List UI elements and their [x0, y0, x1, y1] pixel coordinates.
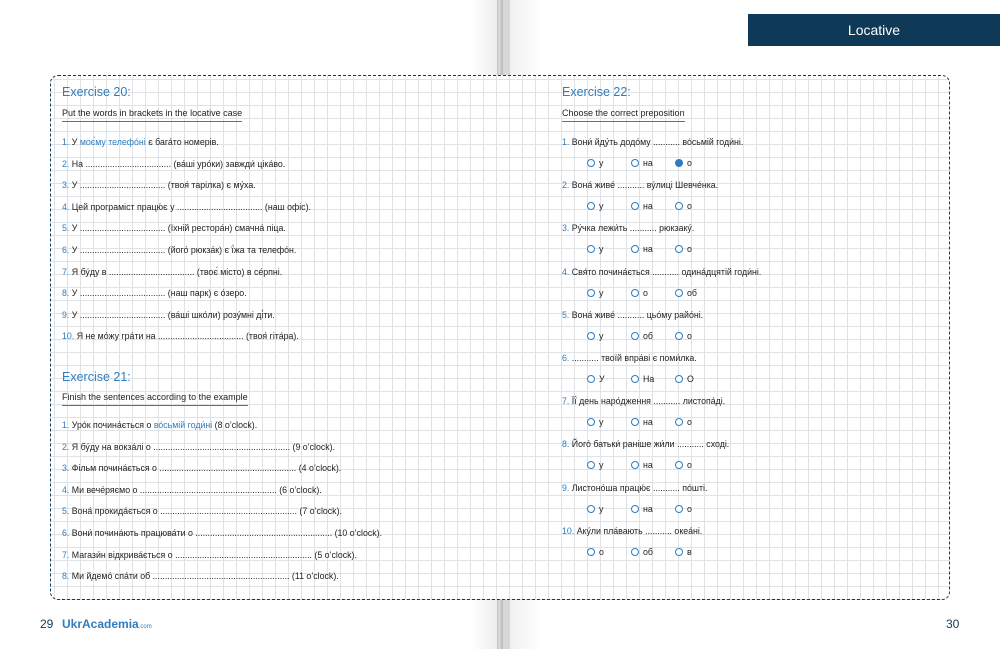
item-number: 8.: [562, 439, 572, 450]
option-label: у: [599, 244, 604, 255]
exercise-22-instructions: Choose the correct preposition: [562, 108, 685, 122]
item-number: 7.: [62, 549, 72, 560]
radio-button[interactable]: [675, 202, 683, 210]
radio-button[interactable]: [675, 418, 683, 426]
item-text: Фільм почина́ється о ........................................................ (4 o’clock).: [71, 463, 342, 474]
item-number: 9.: [62, 309, 72, 320]
item-text: У ................................... (наш парк) є о́зеро.: [71, 288, 247, 299]
option-label: на: [643, 460, 653, 471]
option-label: О: [687, 374, 694, 384]
page-number-left: 29: [40, 617, 54, 631]
item-text: Вона́ прокида́ється о ........................................................ (7 o’clock).: [71, 506, 342, 517]
radio-button[interactable]: [587, 505, 595, 513]
item-text: У ................................... (ва́ші шко́ли) розу́мні ді́ти.: [71, 309, 275, 320]
radio-button[interactable]: [587, 375, 595, 383]
ex20-item: [62, 223, 286, 233]
radio-button[interactable]: [631, 418, 639, 426]
item-text: Вони́ йду́ть додо́му ........... во́сьмій годи́ні.: [571, 137, 744, 147]
radio-button[interactable]: [587, 332, 595, 340]
exercise-21-title: Exercise 21:: [62, 370, 131, 384]
radio-button[interactable]: [631, 548, 639, 556]
option-о[interactable]: [675, 158, 692, 168]
item-text: У ................................... (твоя́ тарілка) є му́ха.: [71, 180, 256, 191]
radio-button[interactable]: [675, 375, 683, 383]
radio-button[interactable]: [631, 505, 639, 513]
radio-button[interactable]: [587, 245, 595, 253]
ex21-item: [62, 463, 341, 473]
radio-button[interactable]: [587, 461, 595, 469]
item-number: 2.: [62, 441, 72, 452]
item-number: 1.: [62, 420, 72, 430]
radio-button[interactable]: [675, 505, 683, 513]
item-number: 7.: [562, 396, 572, 407]
brand-name: UkrAcademia: [62, 617, 139, 631]
option-о[interactable]: [631, 288, 648, 298]
item-number: 3.: [62, 463, 72, 474]
ex22-item: [562, 180, 718, 190]
item-number: 1.: [62, 137, 72, 147]
ex20-item: [62, 180, 256, 190]
option-label: о: [687, 417, 692, 428]
item-number: 4.: [562, 266, 572, 277]
option-о[interactable]: [675, 331, 692, 341]
brand-logo: [62, 617, 152, 631]
ex21-item: [62, 442, 335, 452]
item-text: Я бу́ду на вокза́лі о ........................................................ (9 o’clock).: [71, 441, 336, 452]
radio-button[interactable]: [675, 245, 683, 253]
option-о[interactable]: [675, 460, 692, 470]
item-number: 5.: [62, 223, 72, 234]
ex20-item: [62, 202, 311, 212]
item-number: 5.: [562, 309, 572, 320]
option-label: на: [643, 201, 653, 212]
item-number: 5.: [62, 506, 72, 517]
option-label: у: [599, 503, 604, 514]
option-label: у: [599, 460, 604, 471]
option-о[interactable]: [675, 201, 692, 211]
option-label: о: [687, 201, 692, 212]
item-text: У ................................... (його́ рюкза́к) є ї́жа та телефо́н.: [71, 245, 297, 255]
radio-button[interactable]: [587, 418, 595, 426]
item-text: Її́ день наро́дження ........... листопа́ді.: [571, 396, 726, 407]
ex20-item: [62, 267, 282, 277]
example-answer: моє́му телефо́ні: [79, 137, 146, 147]
ex20-item: [62, 310, 275, 320]
option-у[interactable]: [587, 201, 603, 211]
item-number: 6.: [62, 528, 72, 538]
radio-button[interactable]: [631, 289, 639, 297]
item-text: Ру́чка лежи́ть ........... рюкзаку́.: [571, 223, 695, 234]
item-number: 4.: [62, 484, 72, 495]
option-label: на: [643, 503, 653, 514]
option-label: о: [687, 330, 692, 341]
radio-button[interactable]: [631, 245, 639, 253]
option-у[interactable]: [587, 288, 603, 298]
option-label: у: [599, 330, 604, 341]
ex22-item: [562, 137, 743, 147]
option-о[interactable]: [587, 547, 604, 557]
radio-button[interactable]: [631, 332, 639, 340]
option-об[interactable]: [631, 331, 653, 341]
option-label: о: [687, 244, 692, 255]
ex21-item: [62, 506, 342, 516]
option-label: о: [687, 503, 692, 514]
option-у[interactable]: [587, 504, 603, 514]
option-label: об: [643, 330, 653, 341]
item-number: 6.: [62, 245, 72, 255]
ex20-item: [62, 159, 285, 169]
option-label: у: [599, 158, 604, 168]
item-text: Ми йдемо́ спа́ти об ........................................................ (11 o’clock).: [71, 571, 339, 582]
option-у[interactable]: [587, 331, 603, 341]
option-label: у: [599, 201, 604, 212]
ex22-item: [562, 396, 725, 406]
option-У[interactable]: [587, 374, 605, 384]
option-label: на: [643, 244, 653, 255]
option-у[interactable]: [587, 244, 603, 254]
item-number: 1.: [562, 137, 572, 147]
item-text: Магази́н відкрива́ється о ........................................................ (5 o’clock).: [71, 549, 357, 560]
option-об[interactable]: [631, 547, 653, 557]
item-text: Цей програміст працю́є у ................................... (наш офіс).: [71, 201, 311, 212]
ex20-item: [62, 137, 219, 147]
item-text: Аку́ли пла́вають ........... океа́ні.: [576, 525, 703, 536]
option-на[interactable]: [631, 504, 653, 514]
ex21-item: [62, 550, 357, 560]
radio-button[interactable]: [675, 289, 683, 297]
option-label: об: [643, 546, 653, 557]
option-label: в: [687, 546, 692, 557]
item-text-end: є бага́то номерів.: [145, 137, 219, 147]
item-text: Його́ батьки́ раніше жи́ли ........... сході.: [571, 439, 730, 450]
ex21-item: [62, 420, 257, 430]
item-text: Ми вече́ряємо о ........................................................ (6 o’clock).: [71, 484, 322, 495]
option-label: о: [643, 287, 648, 298]
ex21-item: [62, 528, 382, 538]
ex22-item: [562, 223, 694, 233]
ex22-item: [562, 439, 729, 449]
option-label: На: [643, 374, 655, 384]
item-text: Вона́ живе́ ........... цьо́му райо́ні.: [571, 309, 704, 320]
item-number: 10.: [62, 331, 77, 342]
example-answer: во́сьмій годи́ні: [153, 420, 213, 430]
item-number: 7.: [62, 266, 72, 277]
option-label: У: [599, 374, 605, 384]
radio-button[interactable]: [675, 461, 683, 469]
option-на[interactable]: [631, 158, 653, 168]
item-number: 2.: [62, 158, 72, 169]
option-label: о: [687, 158, 692, 168]
radio-button[interactable]: [587, 548, 595, 556]
exercise-21-instructions: Finish the sentences according to the example: [62, 392, 248, 406]
item-text: Вони́ почина́ють працюва́ти о ........................................................ (10 o’clock).: [71, 528, 383, 538]
item-number: 6.: [562, 353, 572, 363]
exercise-20-instructions: Put the words in brackets in the locative case: [62, 108, 242, 122]
brand-tld: .com: [138, 624, 152, 630]
option-о[interactable]: [675, 244, 692, 254]
radio-button[interactable]: [631, 375, 639, 383]
radio-button[interactable]: [631, 159, 639, 167]
item-text: У ................................... (їхній рестора́н) смачна́ піца.: [71, 223, 286, 234]
radio-button[interactable]: [587, 159, 595, 167]
item-text-end: (8 o’clock).: [212, 420, 258, 430]
ex20-item: [62, 331, 299, 341]
option-label: о: [599, 546, 604, 557]
item-text: Свя́то почина́ється ........... одина́дцятій годи́ні.: [571, 266, 762, 277]
option-label: у: [599, 417, 604, 428]
ex21-item: [62, 485, 322, 495]
option-label: на: [643, 417, 653, 428]
exercise-22-title: Exercise 22:: [562, 85, 631, 99]
option-на[interactable]: [631, 201, 653, 211]
item-text: Листоно́ша працю́є ........... по́шті.: [571, 482, 708, 493]
section-header-tab: Locative: [748, 14, 1000, 46]
option-label: у: [599, 287, 604, 298]
option-у[interactable]: [587, 460, 603, 470]
item-text: Уро́к почина́ється о: [71, 420, 154, 430]
option-у[interactable]: [587, 158, 603, 168]
radio-button[interactable]: [587, 202, 595, 210]
radio-button[interactable]: [675, 159, 683, 167]
item-number: 2.: [562, 180, 572, 191]
ex20-item: [62, 245, 296, 255]
option-О[interactable]: [675, 374, 694, 384]
radio-button[interactable]: [631, 461, 639, 469]
radio-button[interactable]: [675, 332, 683, 340]
ex20-item: [62, 288, 247, 298]
option-label: о: [687, 460, 692, 471]
page-number-right: 30: [946, 617, 960, 631]
ex22-item: [562, 267, 761, 277]
option-На[interactable]: [631, 374, 654, 384]
item-number: 10.: [562, 525, 577, 536]
item-text: ........... твоїй впра́ві є поми́лка.: [571, 353, 697, 363]
ex22-item: [562, 353, 697, 363]
option-label: об: [687, 287, 697, 298]
option-на[interactable]: [631, 244, 653, 254]
option-у[interactable]: [587, 417, 603, 427]
item-number: 8.: [62, 288, 72, 299]
option-в[interactable]: [675, 547, 692, 557]
item-number: 8.: [62, 571, 72, 582]
ex22-item: [562, 310, 703, 320]
option-о[interactable]: [675, 504, 692, 514]
exercise-20-title: Exercise 20:: [62, 85, 131, 99]
radio-button[interactable]: [631, 202, 639, 210]
item-text: Я бу́ду в ................................... (твоє́ місто) в се́рпні.: [71, 266, 283, 277]
item-number: 4.: [62, 201, 72, 212]
item-text: Я не мо́жу гра́ти на ................................... (твоя́ гіта́ра).: [76, 331, 299, 342]
option-label: на: [643, 158, 653, 168]
option-о[interactable]: [675, 417, 692, 427]
option-об[interactable]: [675, 288, 697, 298]
item-text: У: [71, 137, 80, 147]
radio-button[interactable]: [675, 548, 683, 556]
ex22-item: [562, 526, 702, 536]
item-text: На ................................... (ва́ші уро́ки) завжди́ ціка́во.: [71, 158, 286, 169]
item-number: 3.: [562, 223, 572, 234]
ex21-item: [62, 571, 339, 581]
option-на[interactable]: [631, 417, 653, 427]
item-number: 9.: [562, 482, 572, 493]
item-text: Вона́ живе́ ........... ву́лиці Шевче́нка.: [571, 180, 719, 191]
radio-button[interactable]: [587, 289, 595, 297]
exercise-grid-box: [50, 75, 950, 600]
ex22-item: [562, 483, 707, 493]
item-number: 3.: [62, 180, 72, 191]
option-на[interactable]: [631, 460, 653, 470]
